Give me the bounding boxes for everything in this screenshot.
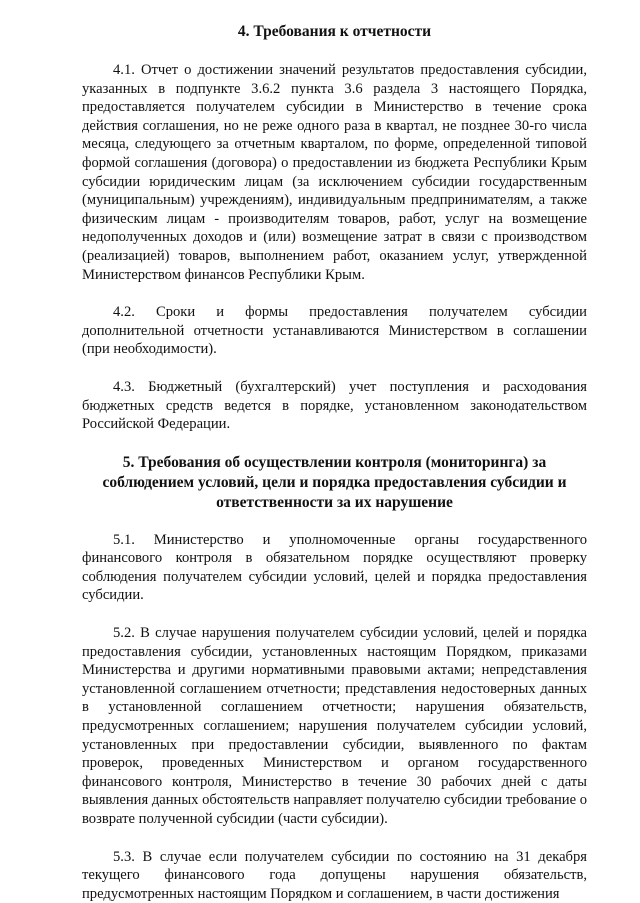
paragraph-5-1: 5.1. Министерство и уполномоченные органы государственного финансового контроля в обязательном порядке осуществляют проверку соблюдения получателем субсидии условий, целей и порядка предоставления субсидии. <box>82 531 587 604</box>
paragraph-4-2: 4.2. Сроки и формы предоставления получателем субсидии дополнительной отчетности устанавливаются Министерством в соглашении (при необходимости). <box>82 304 587 358</box>
paragraph-5-3: 5.3. В случае если получателем субсидии по состоянию на 31 декабря текущего финансового года допущены нарушения обязательств, предусмотренных настоящим Порядком и соглашением, в части достижения <box>82 848 587 902</box>
section-4-title: 4. Требования к отчетности <box>237 23 432 40</box>
section-5-title: 5. Требования об осуществлении контроля (мониторинга) за соблюдением условий, цели и порядка предоставления субсидии и ответственности за их нарушение <box>102 453 567 511</box>
document-page <box>82 22 587 903</box>
paragraph-5-2: 5.2. В случае нарушения получателем субсидии условий, целей и порядка предоставления субсидии, установленных настоящим Порядком, приказами Министерства и другими нормативными правовыми актами; непредставления установленной соглашением отчетности; представления недостоверных данных в установленной соглашением отчетности; нарушения обязательств, предусмотренных соглашением; нарушения получателем субсидии условий, установленных при предоставлении субсидии, выявленного по фактам проверок, проведенных Министерством и органом государственного финансового контроля, Министерство в течение 30 рабочих дней с даты выявления данных обстоятельств направляет получателю субсидии требование о возврате полученной субсидии (части субсидии). <box>82 625 587 827</box>
paragraph-4-3: 4.3. Бюджетный (бухгалтерский) учет поступления и расходования бюджетных средств ведется в порядке, установленном законодательством Российской Федерации. <box>82 378 587 433</box>
paragraph-4-1: 4.1. Отчет о достижении значений результатов предоставления субсидии, указанных в подпункте 3.6.2 пункта 3.6 раздела 3 настоящего Порядка, предоставляется получателем субсидии в Министерство в течение срока действия соглашения, но не реже одного раза в квартал, не позднее 30-го числа месяца, следующего за отчетным кварталом, по форме, определенной типовой формой соглашения (договора) о предоставлении из бюджета Республики Крым субсидии юридическим лицам (за исключением субсидии государственным (муниципальным) учреждениям), индивидуальным предпринимателям, а также физическим лицам - производителям товаров, работ, услуг на возмещение недополученных доходов и (или) возмещение затрат в связи с производством (реализацией) товаров, выполнением работ, оказанием услуг, утвержденной Министерством финансов Республики Крым. <box>82 62 587 283</box>
